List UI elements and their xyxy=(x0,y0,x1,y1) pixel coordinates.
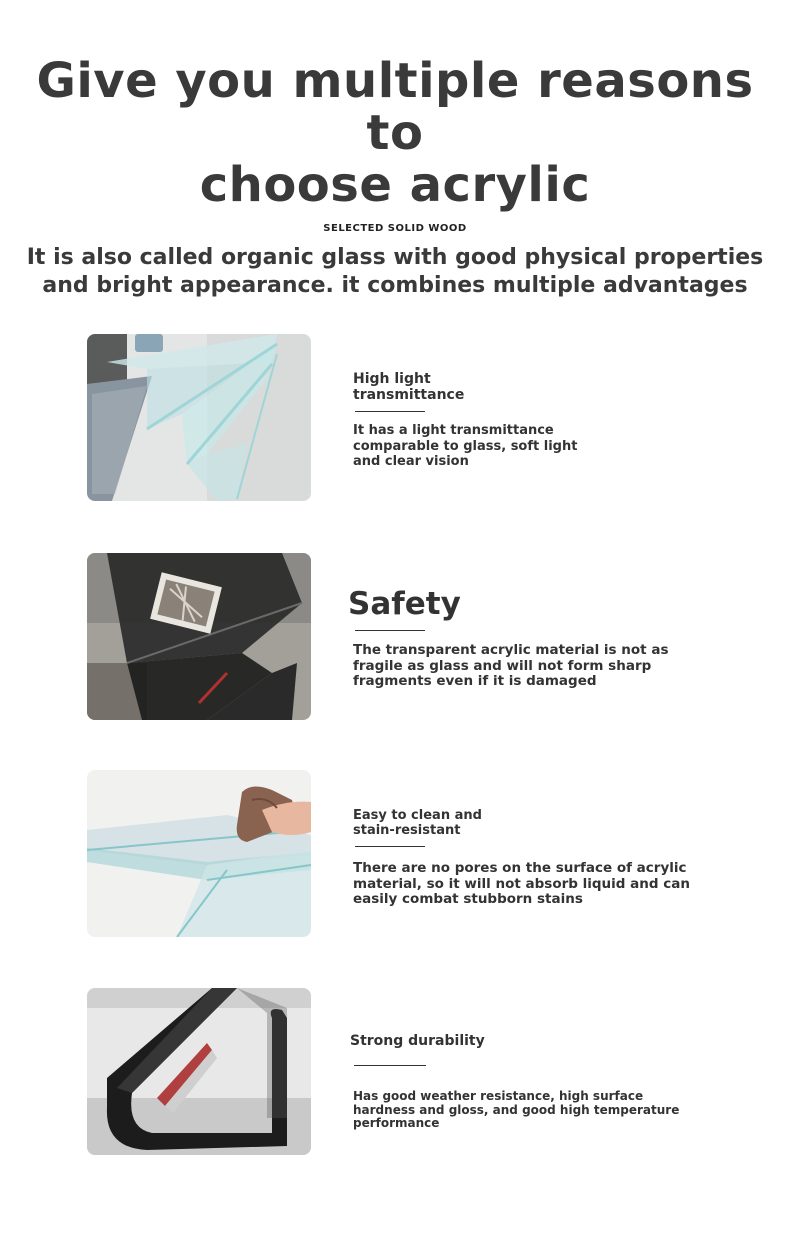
feature-description: The transparent acrylic material is not as fragile as glass and will not form sharp fragments even if it is damaged xyxy=(353,642,669,689)
feature-light-transmittance xyxy=(87,334,727,502)
feature-title: Strong durability xyxy=(350,1033,485,1049)
clear-acrylic-table-image xyxy=(87,334,311,501)
title-underline xyxy=(355,846,425,847)
feature-title: Easy to clean and stain-resistant xyxy=(353,808,482,838)
title-underline xyxy=(354,1065,426,1066)
feature-durability xyxy=(87,988,727,1156)
dark-acrylic-magazine-rack-image xyxy=(87,988,311,1155)
hero-section xyxy=(0,55,790,300)
feature-title: High light transmittance xyxy=(353,371,465,403)
feature-description: There are no pores on the surface of acrylic material, so it will not absorb liquid and can easily combat stubborn stains xyxy=(353,860,690,907)
subtitle: It is also called organic glass with good physical properties and bright appearance. it combines multiple advantages xyxy=(26,245,764,298)
cleaning-cloth-image xyxy=(87,770,311,937)
title-underline xyxy=(355,411,425,412)
title-underline xyxy=(355,630,425,631)
feature-safety xyxy=(87,553,727,721)
feature-easy-to-clean xyxy=(87,770,727,938)
page-title xyxy=(0,55,790,211)
feature-description: It has a light transmittance comparable to glass, soft light and clear vision xyxy=(353,423,578,469)
title-line-2: choose acrylic xyxy=(199,157,591,213)
feature-title: Safety xyxy=(348,586,461,622)
kicker-label: SELECTED SOLID WOOD xyxy=(323,223,467,234)
feature-description: Has good weather resistance, high surface hardness and gloss, and good high temperature performance xyxy=(353,1089,680,1130)
smoked-acrylic-table-image xyxy=(87,553,311,720)
title-line-1: Give you multiple reasons to xyxy=(36,53,754,161)
